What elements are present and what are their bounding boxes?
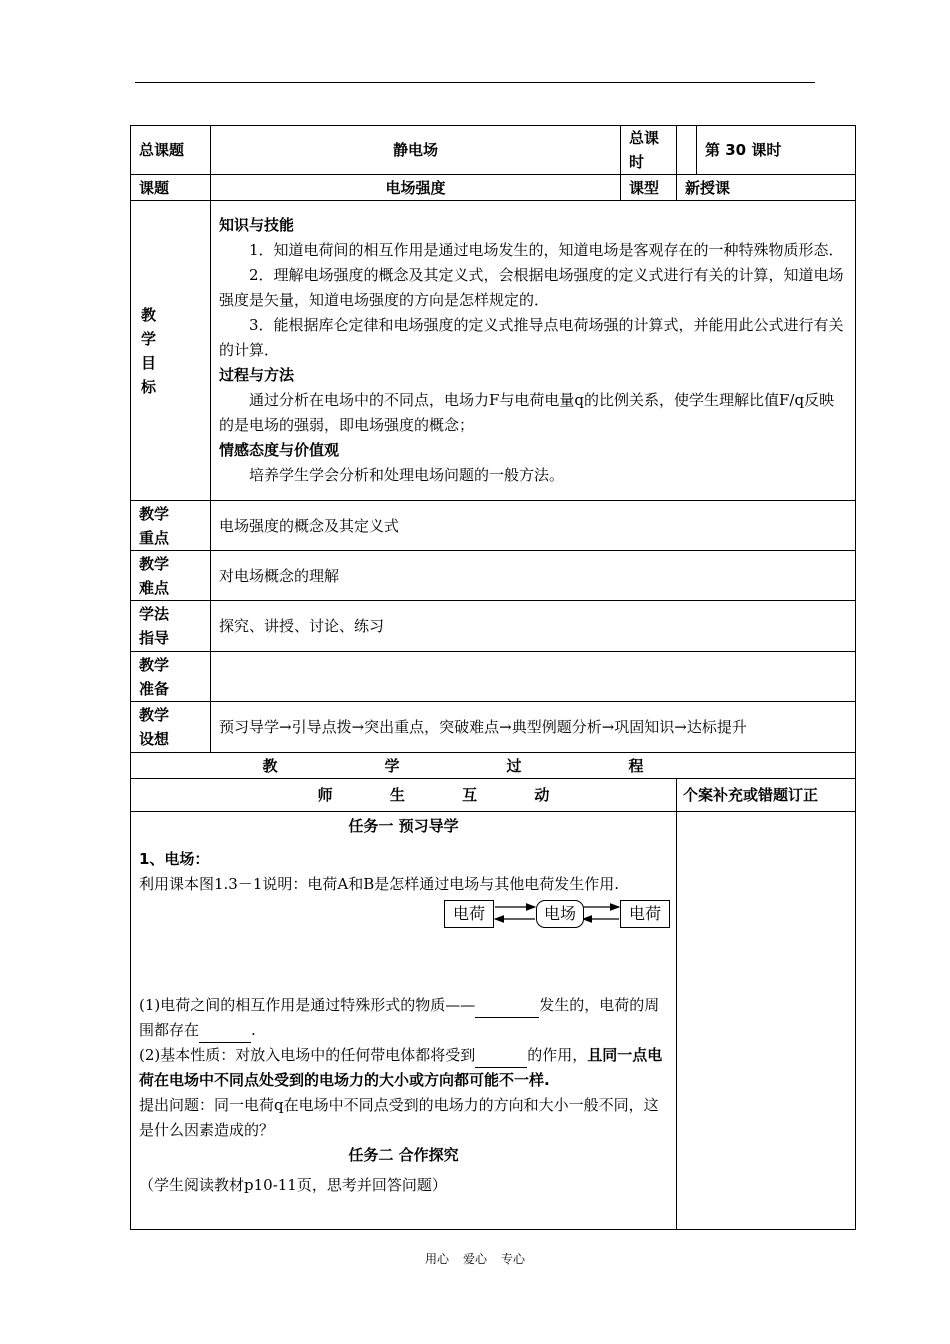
total-hours-label: 总课时 [621,126,677,175]
side-notes-content [677,812,856,1230]
method-content: 探究、讲授、讨论、练习 [211,601,856,652]
side-notes-header: 个案补充或错题订正 [677,779,856,812]
field-diagram [139,897,668,993]
lesson-number: 第 30 课时 [697,126,856,175]
page-footer: 用心 爱心 专心 [424,1252,526,1266]
objective-heading-attitude: 情感态度与价值观 [219,441,340,459]
task-two-note: （学生阅读教材p10-11页，思考并回答问题） [139,1176,447,1194]
plan-label: 教学 设想 [131,702,211,753]
interaction-content [131,812,677,1230]
blank-line [475,1051,527,1068]
lesson-plan-table [130,125,856,1230]
objectives-label: 教 学 目 标 [131,201,211,501]
question-1: (1)电荷之间的相互作用是通过特殊形式的物质—— 发生的，电荷的周围都存在 . [139,993,668,1043]
topic-label: 课题 [131,175,211,201]
total-topic-label: 总课题 [131,126,211,175]
key-points-label: 教学 重点 [131,501,211,551]
method-label: 学法 指导 [131,601,211,652]
objective-heading-knowledge: 知识与技能 [219,216,295,234]
preparation-content [211,652,856,702]
objective-heading-process: 过程与方法 [219,366,295,384]
field-box: 电场 [536,900,584,928]
question-3: 提出问题：同一电荷q在电场中不同点受到的电场力的方向和大小一般不同，这是什么因素造成的？ [139,1096,659,1139]
section-electric-field: 1、电场： [139,850,210,868]
objective-item: 1．知道电荷间的相互作用是通过电场发生的，知道电场是客观存在的一种特殊物质形态． [249,241,844,259]
difficulty-label: 教学 难点 [131,551,211,601]
objective-item: 通过分析在电场中的不同点，电场力F与电荷电量q的比例关系，使学生理解比值F/q反映的是电场的强弱，即电场强度的概念； [219,391,835,434]
type-label: 课型 [621,175,677,201]
total-hours-value [677,126,697,175]
preparation-label: 教学 准备 [131,652,211,702]
objective-item: 2．理解电场强度的概念及其定义式，会根据电场强度的定义式进行有关的计算，知道电场强度是矢量，知道电场强度的方向是怎样规定的． [219,266,844,309]
lesson-type: 新授课 [677,175,856,201]
total-topic: 静电场 [211,126,621,175]
question-2: (2)基本性质：对放入电场中的任何带电体都将受到 的作用，且同一点电荷在电场中不同点处受到的电场力的大小或方向都可能不一样. [139,1046,663,1089]
task-one-title: 任务一 预习导学 [348,817,459,835]
process-title: 教 学 过 程 [131,753,856,779]
header-rule [135,82,815,83]
interaction-header: 师 生 互 动 [131,779,677,812]
blank-line [475,1001,539,1018]
paragraph: 利用课本图1.3－1说明：电荷A和B是怎样通过电场与其他电荷发生作用. [139,875,620,893]
topic: 电场强度 [211,175,621,201]
objectives-content [211,201,856,501]
blank-line [199,1026,251,1043]
key-points-content: 电场强度的概念及其定义式 [211,501,856,551]
objective-item: 3．能根据库仑定律和电场强度的定义式推导点电荷场强的计算式，并能用此公式进行有关的计算． [219,316,844,359]
plan-content: 预习导学→引导点拨→突出重点，突破难点→典型例题分析→巩固知识→达标提升 [211,702,856,753]
task-two-title: 任务二 合作探究 [348,1146,459,1164]
charge-box-left: 电荷 [444,900,494,928]
arrows-graphic [139,897,679,993]
difficulty-content: 对电场概念的理解 [211,551,856,601]
charge-box-right: 电荷 [620,900,670,928]
objective-item: 培养学生学会分析和处理电场问题的一般方法。 [249,466,565,484]
